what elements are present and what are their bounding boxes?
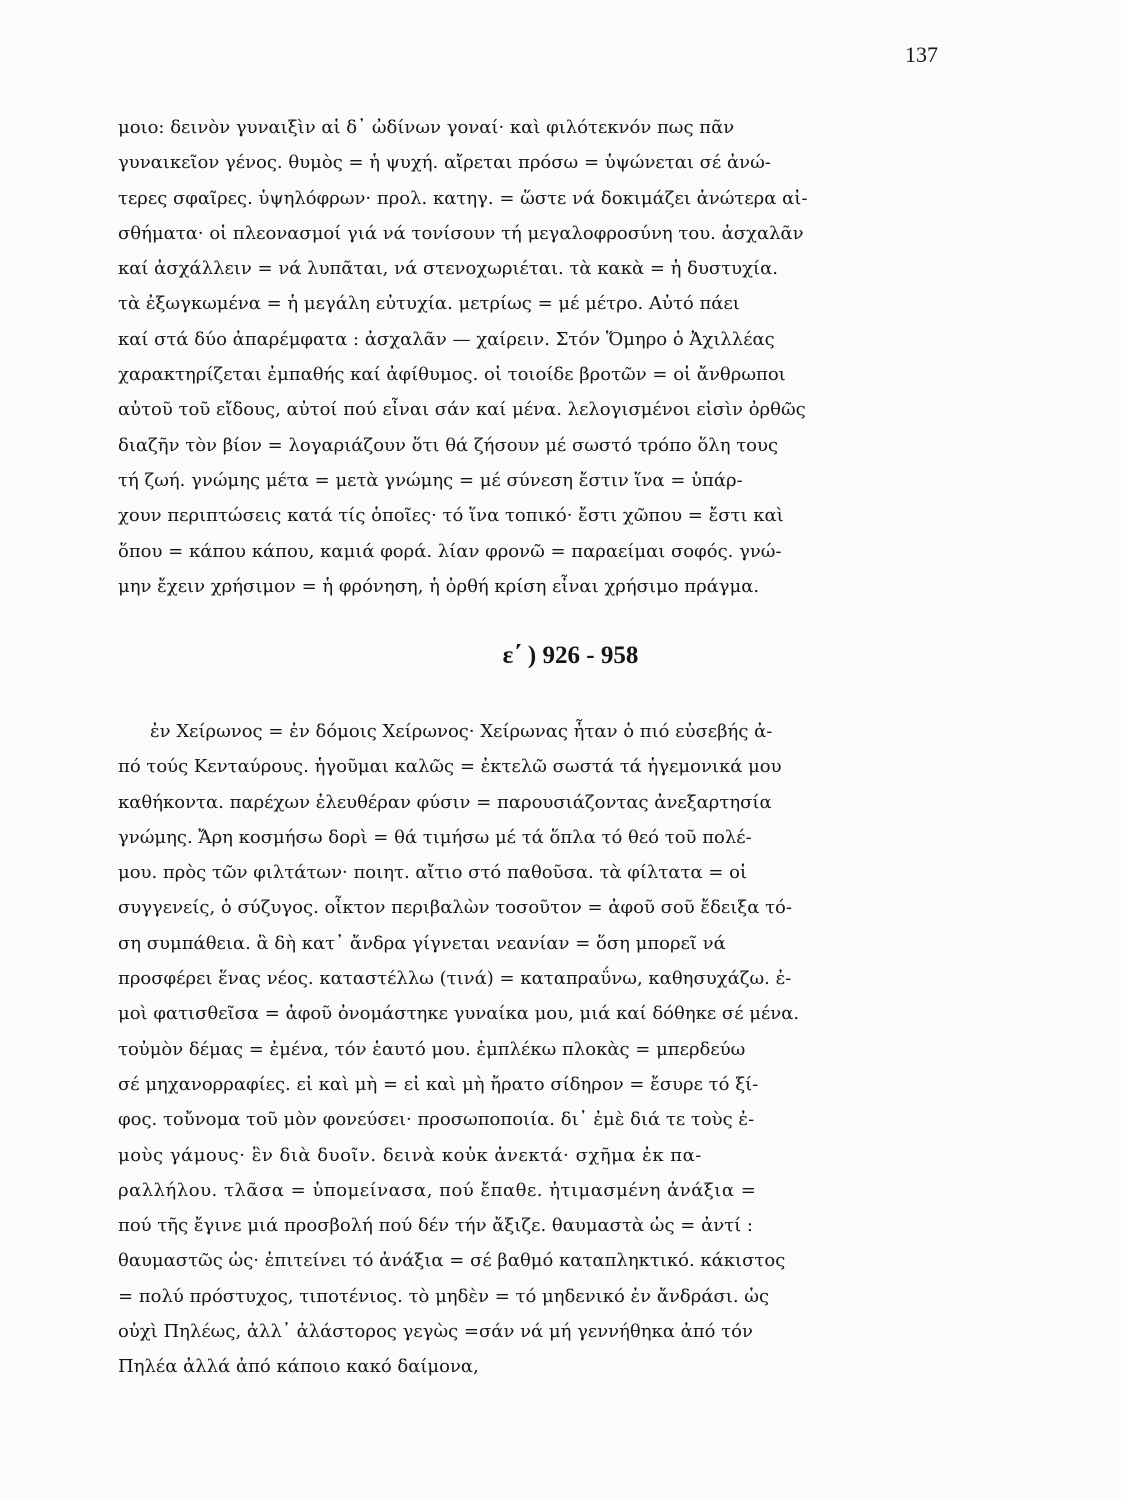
text-line: ἐν Χείρωνος = ἐν δόμοις Χείρωνος· Χείρωνας ἦταν ὁ πιό εὐσεβής ἀ- bbox=[150, 721, 773, 742]
text-line: συγγενείς, ὁ σύζυγος. οἶκτον περιβαλὼν τοσοῦτον = ἀφοῦ σοῦ ἔδειξα τό- bbox=[118, 897, 792, 919]
text-line: μοὶ φατισθεῖσα = ἀφοῦ ὀνομάστηκε γυναίκα μου, μιά καί δόθηκε σέ μένα. bbox=[118, 1003, 800, 1025]
text-line: μην ἔχειν χρήσιμον = ἡ φρόνηση, ἡ ὀρθή κρίση εἶναι χρήσιμο πράγμα. bbox=[118, 575, 760, 597]
page-number: 137 bbox=[905, 42, 938, 67]
text-line: προσφέρει ἕνας νέος. καταστέλλω (τινά) = καταπραΰνω, καθησυχάζω. ἐ- bbox=[118, 968, 792, 990]
commentary-paragraph-1 bbox=[118, 117, 950, 611]
text-line: πό τούς Κενταύρους. ἡγοῦμαι καλῶς = ἐκτελῶ σωστά τά ἡγεμονικά μου bbox=[118, 756, 782, 778]
text-line: μοιο: δεινὸν γυναιξὶν αἱ δ᾽ ὠδίνων γοναί· καὶ φιλότεκνόν πως πᾶν bbox=[118, 117, 735, 138]
text-line: τή ζωή. γνώμης μέτα = μετὰ γνώμης = μέ σύνεση ἔστιν ἵνα = ὑπάρ- bbox=[118, 469, 743, 491]
text-line: Πηλέα ἀλλά ἀπό κάποιο κακό δαίμονα, bbox=[118, 1356, 479, 1378]
text-line: ραλλήλου. τλᾶσα = ὑπομείνασα, πού ἔπαθε. ἠτιμασμένη ἀνάξια = bbox=[118, 1179, 757, 1201]
text-line: μοὺς γάμους· ἓν διὰ δυοῖν. δεινὰ κοὐκ ἀνεκτά· σχῆμα ἐκ πα- bbox=[118, 1144, 702, 1166]
text-line: χαρακτηρίζεται ἐμπαθής καί ἀφίθυμος. οἱ τοιοίδε βροτῶν = οἱ ἄνθρωποι bbox=[118, 364, 786, 386]
commentary-paragraph-2 bbox=[118, 721, 950, 1392]
text-line: τερες σφαῖρες. ὑψηλόφρων· προλ. κατηγ. = ὥστε νά δοκιμάζει ἀνώτερα αἰ- bbox=[118, 187, 808, 209]
text-line: ὅπου = κάπου κάπου, καμιά φορά. λίαν φρονῶ = παραείμαι σοφός. γνώ- bbox=[118, 540, 782, 562]
text-line: γυναικεῖον γένος. θυμὸς = ἡ ψυχή. αἴρεται πρόσω = ὑψώνεται σέ ἀνώ- bbox=[118, 152, 771, 174]
text-line: θαυμαστῶς ὡς· ἐπιτείνει τό ἀνάξια = σέ βαθμό καταπληκτικό. κάκιστος bbox=[118, 1250, 786, 1272]
text-line: καθήκοντα. παρέχων ἐλευθέραν φύσιν = παρουσιάζοντας ἀνεξαρτησία bbox=[118, 791, 772, 813]
text-line: αὐτοῦ τοῦ εἴδους, αὐτοί πού εἶναι σάν καί μένα. λελογισμένοι εἰσὶν ὀρθῶς bbox=[118, 399, 806, 421]
text-line: καί στά δύο ἀπαρέμφατα : ἀσχαλᾶν — χαίρειν. Στόν Ὅμηρο ὁ Ἀχιλλέας bbox=[118, 328, 775, 350]
text-line: χουν περιπτώσεις κατά τίς ὁποῖες· τό ἵνα τοπικό· ἔστι χῶπου = ἔστι καὶ bbox=[118, 505, 784, 527]
text-line: τὰ ἐξωγκωμένα = ἡ μεγάλη εὐτυχία. μετρίως = μέ μέτρο. Αὐτό πάει bbox=[118, 293, 740, 315]
text-line: σέ μηχανορραφίες. εἰ καὶ μὴ = εἰ καὶ μὴ ἤρατο σίδηρον = ἔσυρε τό ξί- bbox=[118, 1073, 759, 1095]
text-line: τοὐμὸν δέμας = ἐμένα, τόν ἑαυτό μου. ἐμπλέκω πλοκὰς = μπερδεύω bbox=[118, 1038, 746, 1060]
text-line: φος. τοὔνομα τοῦ μὸν φονεύσει· προσωποποιία. δι᾽ ἐμὲ διά τε τοὺς ἐ- bbox=[118, 1109, 755, 1131]
text-line: γνώμης. Ἄρη κοσμήσω δορὶ = θά τιμήσω μέ τά ὅπλα τό θεό τοῦ πολέ- bbox=[118, 826, 752, 848]
text-line: οὐχὶ Πηλέως, ἀλλ᾽ ἀλάστορος γεγὼς =σάν νά μή γεννήθηκα ἀπό τόν bbox=[118, 1321, 753, 1343]
text-line: πού τῆς ἔγινε μιά προσβολή πού δέν τήν ἄξιζε. θαυμαστὰ ὡς = ἀντί : bbox=[118, 1215, 753, 1237]
section-heading: ε΄ ) 926 - 958 bbox=[502, 642, 639, 669]
text-line: = πολύ πρόστυχος, τιποτένιος. τὸ μηδὲν = τό μηδενικό ἐν ἄνδράσι. ὡς bbox=[118, 1285, 770, 1307]
text-line: ση συμπάθεια. ἃ δὴ κατ᾽ ἄνδρα γίγνεται νεανίαν = ὅση μπορεῖ νά bbox=[118, 932, 726, 954]
text-line: διαζῆν τὸν βίον = λογαριάζουν ὅτι θά ζήσουν μέ σωστό τρόπο ὅλη τους bbox=[118, 434, 779, 456]
text-line: σθήματα· οἱ πλεονασμοί γιά νά τονίσουν τή μεγαλοφροσύνη του. ἀσχαλᾶν bbox=[118, 222, 804, 244]
text-line: μου. πρὸς τῶν φιλτάτων· ποιητ. αἴτιο στό παθοῦσα. τὰ φίλτατα = οἱ bbox=[118, 862, 748, 884]
text-line: καί ἀσχάλλειν = νά λυπᾶται, νά στενοχωριέται. τὰ κακὰ = ἡ δυστυχία. bbox=[118, 258, 778, 280]
